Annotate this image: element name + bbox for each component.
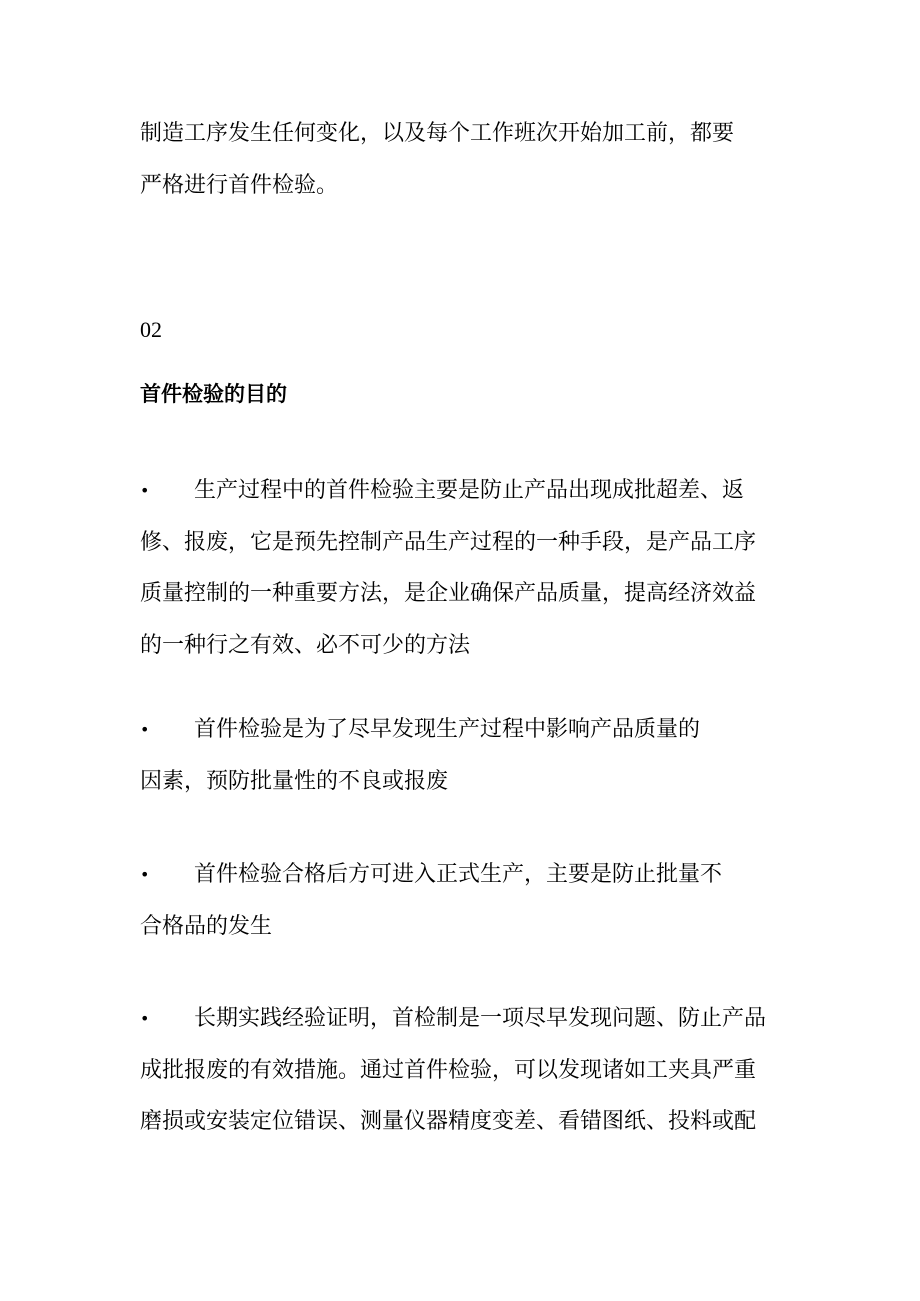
intro-paragraph (140, 108, 800, 212)
bullet-line: 首件检验是为了尽早发现生产过程中影响产品质量的 (194, 717, 701, 742)
bullet-line: 因素，预防批量性的不良或报废 (140, 768, 449, 794)
bullet-line: 的一种行之有效、必不可少的方法 (140, 632, 471, 658)
bullet-line: 长期实践经验证明，首检制是一项尽早发现问题、防止产品 (194, 1006, 767, 1031)
section-number: 02 (140, 317, 162, 342)
bullet-line: 成批报废的有效措施。通过首件检验，可以发现诸如工夹具严重 (140, 1057, 757, 1083)
section-heading: 首件检验的目的 (140, 382, 287, 406)
bullet-line: 磨损或安装定位错误、测量仪器精度变差、看错图纸、投料或配 (140, 1109, 757, 1134)
bullet-line: 生产过程中的首件检验主要是防止产品出现成批超差、返 (194, 478, 745, 503)
bullet-icon: • (140, 481, 150, 500)
bullet-icon: • (140, 865, 150, 884)
bullet-icon: • (140, 1009, 150, 1028)
intro-line: 制造工序发生任何变化，以及每个工作班次开始加工前，都要 (140, 121, 735, 146)
bullet-line: 质量控制的一种重要方法，是企业确保产品质量，提高经济效益 (140, 581, 757, 606)
bullet-line: 修、报废，它是预先控制产品生产过程的一种手段，是产品工序 (140, 529, 757, 555)
bullet-line: 首件检验合格后方可进入正式生产，主要是防止批量不 (194, 862, 723, 887)
bullet-item (140, 465, 800, 671)
bullet-item (140, 993, 800, 1148)
intro-line: 严格进行首件检验。 (140, 173, 339, 198)
bullet-icon: • (140, 720, 150, 739)
bullet-item (140, 849, 800, 952)
bullet-line: 合格品的发生 (140, 913, 273, 939)
bullet-item (140, 704, 800, 807)
